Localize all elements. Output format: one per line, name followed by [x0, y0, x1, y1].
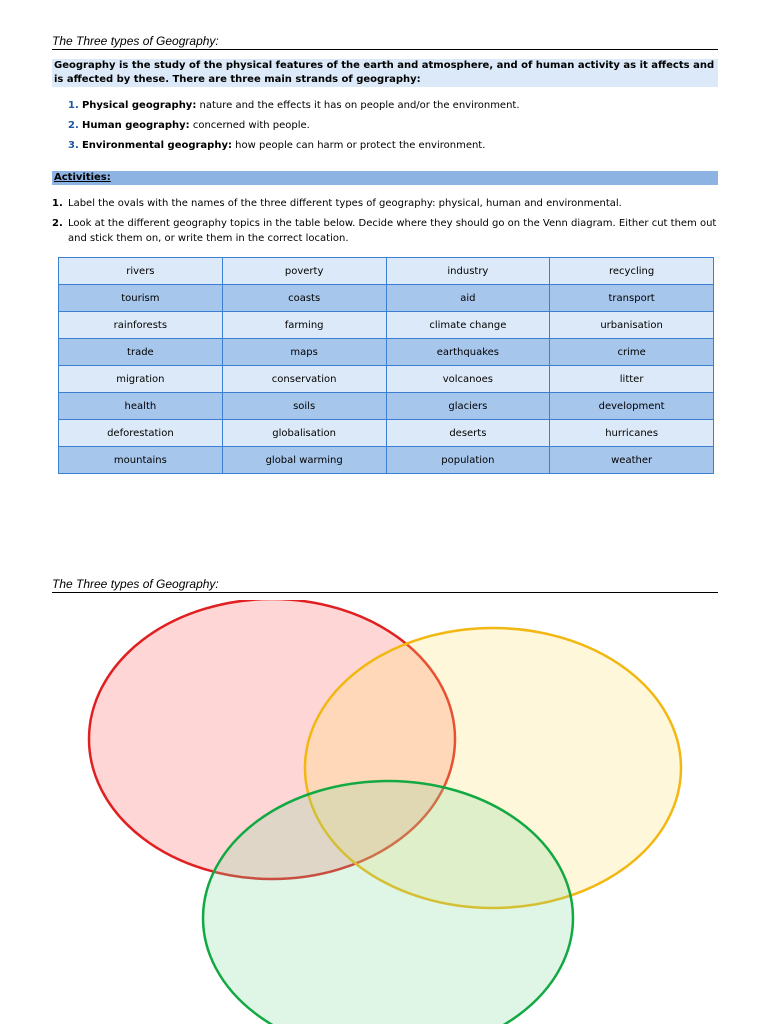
topics-table — [58, 257, 714, 474]
strands-list — [68, 99, 708, 159]
strand-term: Physical geography: — [81, 100, 197, 111]
topic-cell: health — [59, 393, 223, 420]
topic-cell: globalisation — [222, 420, 386, 447]
topic-cell: soils — [222, 393, 386, 420]
strand-description: nature and the effects it has on people and/or the environment. — [196, 100, 520, 111]
topic-cell: deserts — [386, 420, 550, 447]
table-row — [59, 339, 714, 366]
table-row — [59, 393, 714, 420]
topic-cell: recycling — [550, 258, 714, 285]
table-row — [59, 258, 714, 285]
strand-description: concerned with people. — [189, 120, 310, 131]
activities-header — [52, 171, 718, 185]
activity-item — [52, 216, 718, 246]
topic-cell: farming — [222, 312, 386, 339]
topic-cell: poverty — [222, 258, 386, 285]
activities-heading: Activities: — [54, 172, 111, 183]
activity-item — [52, 196, 718, 211]
activity-number: 1. — [52, 198, 63, 209]
topic-cell: transport — [550, 285, 714, 312]
topic-cell: maps — [222, 339, 386, 366]
activity-text: Look at the different geography topics in the table below. Decide where they should go on the Venn diagram. Either cut them out and stick them on, or write them in the correct location. — [68, 218, 717, 244]
topic-cell: volcanoes — [386, 366, 550, 393]
topic-cell: coasts — [222, 285, 386, 312]
list-item — [68, 139, 708, 159]
page-title: The Three types of Geography: — [52, 34, 718, 50]
list-item — [68, 119, 708, 139]
list-item — [68, 99, 708, 119]
table-row — [59, 312, 714, 339]
topic-cell: deforestation — [59, 420, 223, 447]
topic-cell: global warming — [222, 447, 386, 474]
strand-term: Human geography: — [81, 120, 190, 131]
list-number: 3. — [68, 140, 79, 151]
intro-paragraph: Geography is the study of the physical features of the earth and atmosphere, and of human activity as it affects and is affected by these. There are three main strands of geography: — [52, 59, 718, 87]
topic-cell: aid — [386, 285, 550, 312]
venn-title: The Three types of Geography: — [52, 577, 718, 593]
topic-cell: trade — [59, 339, 223, 366]
topic-cell: litter — [550, 366, 714, 393]
topic-cell: migration — [59, 366, 223, 393]
topic-cell: hurricanes — [550, 420, 714, 447]
topic-cell: rainforests — [59, 312, 223, 339]
table-row — [59, 447, 714, 474]
topic-cell: crime — [550, 339, 714, 366]
strand-term: Environmental geography: — [81, 140, 232, 151]
strand-description: how people can harm or protect the environment. — [231, 140, 486, 151]
topic-cell: population — [386, 447, 550, 474]
topic-cell: glaciers — [386, 393, 550, 420]
topic-cell: rivers — [59, 258, 223, 285]
activity-text: Label the ovals with the names of the three different types of geography: physical, human and environmental. — [68, 198, 622, 209]
topic-cell: urbanisation — [550, 312, 714, 339]
topic-cell: weather — [550, 447, 714, 474]
table-row — [59, 420, 714, 447]
topic-cell: earthquakes — [386, 339, 550, 366]
table-row — [59, 366, 714, 393]
topic-cell: development — [550, 393, 714, 420]
topic-cell: tourism — [59, 285, 223, 312]
topic-cell: industry — [386, 258, 550, 285]
list-number: 2. — [68, 120, 79, 131]
topic-cell: conservation — [222, 366, 386, 393]
list-number: 1. — [68, 100, 79, 111]
venn-diagram — [0, 600, 768, 1024]
topic-cell: mountains — [59, 447, 223, 474]
table-row — [59, 285, 714, 312]
topic-cell: climate change — [386, 312, 550, 339]
activity-number: 2. — [52, 218, 63, 229]
